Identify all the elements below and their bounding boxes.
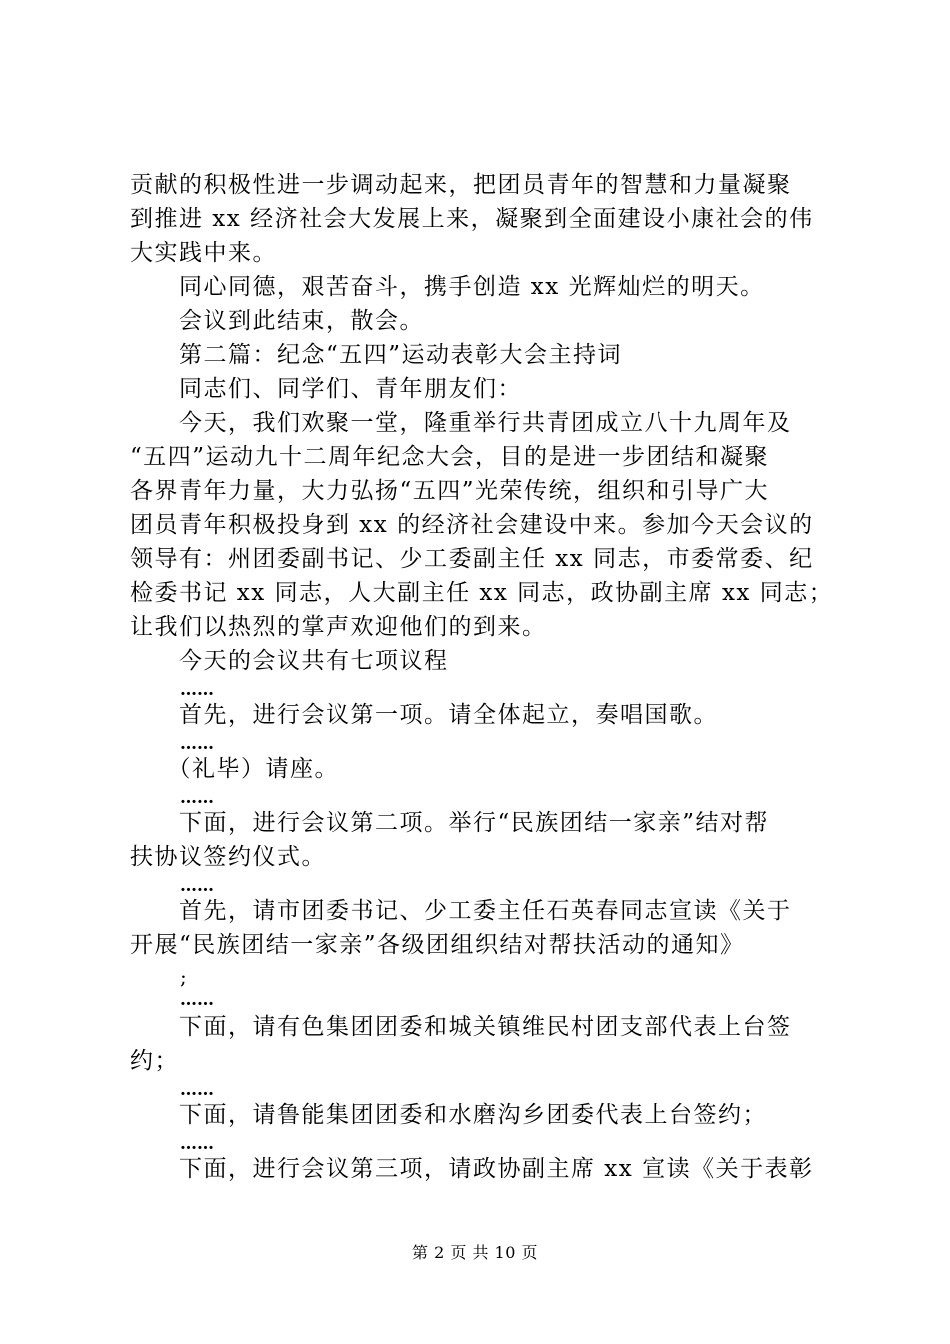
paragraph-line: 各界青年力量，大力弘扬“五四”光荣传统，组织和引导广大 (130, 478, 770, 504)
paragraph-line: 约； (130, 1048, 179, 1074)
paragraph-line: 下面，进行会议第三项，请政协副主席 xx 宣读《关于表彰 (130, 1156, 814, 1182)
paragraph-line: 会议到此结束，散会。 (130, 308, 424, 334)
paragraph-line: 让我们以热烈的掌声欢迎他们的到来。 (130, 614, 547, 640)
paragraph-line: 下面，请鲁能集团团委和水磨沟乡团委代表上台签约； (130, 1102, 767, 1128)
paragraph-line: 同心同德，艰苦奋斗，携手创造 xx 光辉灿烂的明天。 (130, 274, 765, 300)
ellipsis: …… (180, 680, 214, 700)
paragraph-line: 到推进 xx 经济社会大发展上来，凝聚到全面建设小康社会的伟 (130, 206, 814, 232)
paragraph-line: 同志们、同学们、青年朋友们： (130, 376, 522, 402)
ellipsis: …… (180, 990, 214, 1010)
paragraph-line: 领导有：州团委副书记、少工委副主任 xx 同志，市委常委、纪 (130, 546, 814, 572)
ellipsis: …… (180, 788, 214, 808)
semicolon: ; (180, 965, 187, 989)
paragraph-line: 贡献的积极性进一步调动起来，把团员青年的智慧和力量凝聚 (130, 172, 792, 198)
paragraph-line: “五四”运动九十二周年纪念大会，目的是进一步团结和凝聚 (130, 444, 770, 470)
paragraph-line: 今天，我们欢聚一堂，隆重举行共青团成立八十九周年及 (130, 410, 792, 436)
ellipsis: …… (180, 1080, 214, 1100)
page-number-footer: 第 2 页 共 10 页 (412, 1243, 538, 1262)
paragraph-line: 首先，请市团委书记、少工委主任石英春同志宣读《关于 (130, 898, 792, 924)
paragraph-line: 扶协议签约仪式。 (130, 844, 326, 870)
paragraph-line: （礼毕）请座。 (130, 756, 339, 782)
paragraph-line: 大实践中来。 (130, 240, 277, 266)
paragraph-line: 首先，进行会议第一项。请全体起立，奏唱国歌。 (130, 702, 718, 728)
ellipsis: …… (180, 1134, 214, 1154)
paragraph-line: 开展“民族团结一家亲”各级团组织结对帮扶活动的通知》 (130, 932, 745, 958)
paragraph-line: 团员青年积极投身到 xx 的经济社会建设中来。参加今天会议的 (130, 512, 814, 538)
paragraph-line: 下面，进行会议第二项。举行“民族团结一家亲”结对帮 (130, 810, 770, 836)
section-heading: 第二篇：纪念“五四”运动表彰大会主持词 (130, 342, 623, 368)
ellipsis: …… (180, 734, 214, 754)
paragraph-line: 下面，请有色集团团委和城关镇维民村团支部代表上台签 (130, 1014, 792, 1040)
paragraph-line: 检委书记 xx 同志，人大副主任 xx 同志，政协副主席 xx 同志； (130, 580, 834, 606)
paragraph-line: 今天的会议共有七项议程 (130, 648, 449, 674)
ellipsis: …… (180, 876, 214, 896)
